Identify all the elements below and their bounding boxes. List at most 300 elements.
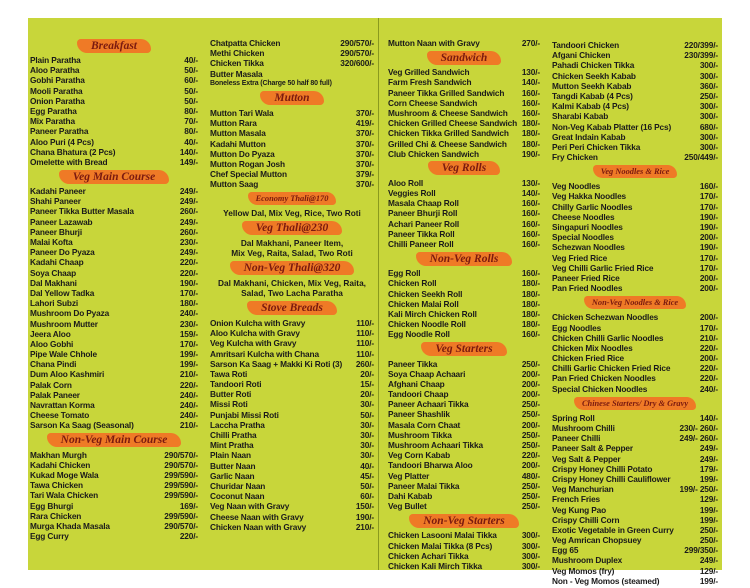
menu-item [388, 149, 540, 159]
section-heading [210, 190, 374, 207]
menu-item-name: Paneer Tikka [388, 358, 438, 369]
menu-item-name: Veg Hakka Noodles [552, 191, 626, 202]
menu-item-name: Tawa Chicken [30, 480, 83, 491]
thali-description: Dal Makhani, Paneer Item, [240, 237, 344, 248]
menu-item-price: 50/- [184, 65, 198, 76]
menu-item [210, 58, 374, 68]
menu-item-name: Onion Paratha [30, 95, 85, 106]
menu-item [552, 535, 718, 545]
menu-item-name: Afghani Chaap [388, 378, 445, 389]
menu-item-name: Gobhi Paratha [30, 75, 85, 86]
menu-item-price: 199/- [699, 514, 718, 525]
menu-item [210, 338, 374, 348]
menu-item-price: 200/- [699, 232, 718, 243]
menu-item-name: Pan Fried Chicken Noodles [552, 373, 656, 384]
menu-item [552, 232, 718, 242]
menu-item-price: 160/- [521, 268, 540, 279]
menu-item-name: Grilled Chi & Cheese Sandwich [388, 138, 507, 149]
menu-item [30, 268, 198, 278]
menu-item-price: 240/- [179, 410, 198, 421]
menu-item-price: 80/- [184, 105, 198, 116]
menu-item-price: 180/- [521, 298, 540, 309]
menu-item-price: 200/- [521, 378, 540, 389]
menu-item-price: 220/- [179, 257, 198, 268]
section-heading-label: Non-Veg Main Course [47, 433, 182, 447]
menu-item-name: Mutton Rara [210, 118, 257, 129]
menu-section [388, 160, 540, 249]
section-heading [388, 160, 540, 177]
menu-item-name: Chicken Seekh Roll [388, 288, 463, 299]
menu-item-price: 15/- [360, 379, 374, 390]
menu-item-name: Dal Makhani [30, 277, 77, 288]
menu-item-price: 110/- [356, 328, 374, 339]
menu-item-name: Egg Paratha [30, 105, 77, 116]
menu-item-price: 160/- [521, 329, 540, 340]
menu-item-name: Crispy Chilli Corn [552, 514, 620, 525]
menu-item-price: 150/- [355, 501, 374, 512]
menu-section [210, 38, 374, 89]
menu-item-price: 160/- [521, 198, 540, 209]
menu-item-name: Sharabi Kabab [552, 111, 609, 122]
menu-item-price: 220/399/- [684, 40, 718, 50]
menu-item-name: Tangdi Kabab (4 Pcs) [552, 90, 633, 101]
menu-item-name: Aloo Roll [388, 177, 424, 188]
center-fold-divider [378, 18, 379, 570]
menu-item-price: 220/- [699, 363, 718, 374]
menu-item [30, 86, 198, 96]
menu-item [388, 268, 540, 278]
menu-item-price: 250/- [521, 440, 540, 450]
menu-item [30, 511, 198, 521]
menu-column-4 [552, 40, 718, 586]
menu-item-price: 360/- [699, 80, 718, 91]
menu-item [30, 147, 198, 157]
menu-item [30, 480, 198, 490]
menu-item [552, 413, 718, 423]
menu-item-name: Chana Bhatura (2 Pcs) [30, 146, 116, 157]
menu-item-name: Mutton Tari Wala [210, 107, 274, 118]
menu-item-price: 220/- [521, 450, 540, 461]
menu-item-name: Aloo Puri (4 Pcs) [30, 136, 94, 147]
menu-item-name: Kalmi Kabab (4 Pcs) [552, 101, 629, 112]
menu-item [30, 257, 198, 267]
menu-item-name: Spring Roll [552, 412, 595, 423]
menu-item [552, 566, 718, 576]
menu-item-name: Chilly Garlic Noodles [552, 201, 633, 212]
section-heading-label: Veg Starters [421, 342, 506, 356]
menu-item [388, 98, 540, 108]
menu-item-name: Paneer Bhurji [30, 226, 82, 237]
menu-item [552, 576, 718, 586]
menu-item-name: Chicken Schezwan Noodles [552, 312, 659, 323]
menu-item-price: 180/- [521, 308, 540, 319]
menu-item [30, 420, 198, 430]
section-heading-label: Sandwich [427, 51, 502, 65]
menu-item-name: Chatpatta Chicken [210, 38, 281, 48]
menu-item [552, 191, 718, 201]
section-heading-label: Mutton [260, 91, 323, 105]
menu-item-price: 250/- [699, 90, 718, 101]
menu-item [552, 525, 718, 535]
menu-item-price: 30/- [360, 399, 374, 410]
menu-item-name: Amritsari Kulcha with Chana [210, 348, 319, 359]
menu-item-name: Egg Noodles [552, 322, 602, 333]
menu-item [30, 278, 198, 288]
menu-item-name: Cheese Naan with Gravy [210, 511, 304, 522]
menu-item [388, 88, 540, 98]
menu-item-name: Mutton Saag [210, 179, 259, 190]
menu-item-name: Palak Corn [30, 379, 72, 390]
menu-item [210, 79, 374, 89]
menu-item-name: Sarson Ka Saag (Seasonal) [30, 420, 134, 431]
menu-item [30, 196, 198, 206]
menu-item-price: 290/570/- [164, 459, 198, 470]
menu-item [388, 229, 540, 239]
menu-item [210, 399, 374, 409]
menu-item-price: 20/- [360, 368, 374, 379]
menu-item-name: Chicken Seekh Kabab [552, 70, 636, 81]
menu-item-price: 250/- [521, 429, 540, 440]
menu-item-price: 240/- [699, 383, 718, 394]
menu-item-name: Fry Chicken [552, 152, 598, 163]
menu-item [388, 460, 540, 470]
menu-item [388, 239, 540, 249]
menu-item-name: Mint Pratha [210, 440, 254, 451]
menu-item-name: Chicken Malai Roll [388, 298, 459, 309]
menu-item-price: 290/570/- [164, 520, 198, 531]
menu-item [30, 65, 198, 75]
menu-item-name: Chicken Achari Tikka [388, 550, 469, 561]
menu-item [388, 77, 540, 87]
menu-item-name: Chicken Roll [388, 278, 437, 289]
menu-section [210, 90, 374, 190]
menu-item-price: 230/- 260/- [679, 423, 718, 433]
menu-item [388, 208, 540, 218]
menu-item-price: 249/- [699, 555, 718, 566]
section-heading [210, 220, 374, 237]
thali-description: Salad, Two Lacha Paratha [241, 288, 343, 299]
menu-item-price: 220/- [699, 373, 718, 384]
menu-item-price: 200/- [699, 283, 718, 294]
menu-item [552, 50, 718, 60]
menu-item-name: Chicken Noodle Roll [388, 319, 466, 330]
menu-item-name: Paneer Chilli [552, 433, 601, 444]
menu-item [210, 128, 374, 138]
menu-item [552, 484, 718, 494]
menu-item-price: 170/- [699, 201, 718, 212]
menu-item-price: 379/- [355, 169, 374, 180]
menu-item-name: Veg Amrican Chopsuey [552, 535, 642, 546]
menu-item [388, 128, 540, 138]
menu-item-name: Egg Noodle Roll [388, 329, 450, 340]
menu-item-price: 230/- [179, 237, 198, 247]
menu-item-name: Methi Chicken [210, 48, 265, 59]
menu-item-name: Pahadi Chicken Tikka [552, 60, 635, 71]
menu-section [552, 40, 718, 162]
menu-item-price: 180/- [521, 118, 540, 129]
menu-item-name: Tandoori Chicken [552, 40, 620, 50]
menu-item-name: Veg Platter [388, 470, 430, 481]
menu-item-name: Kukad Moge Wala [30, 469, 99, 480]
menu-item [30, 96, 198, 106]
menu-section [388, 38, 540, 48]
menu-item-name: Paneer Tikka Butter Masala [30, 206, 134, 217]
menu-item-price: 70/- [184, 116, 198, 127]
menu-section [210, 260, 374, 299]
menu-item [210, 169, 374, 179]
menu-item-price: 299/350/- [684, 545, 718, 556]
menu-item-name: Dahi Kabab [388, 490, 433, 501]
menu-item-name: Butter Naan [210, 460, 256, 471]
menu-item-price: 30/- [360, 419, 374, 430]
menu-item-name: Exotic Vegetable in Green Curry [552, 524, 674, 535]
menu-item-price: 200/- [521, 460, 540, 471]
menu-item [552, 423, 718, 433]
section-heading-label: Veg Rolls [428, 161, 500, 175]
menu-item-name: Butter Masala [210, 68, 263, 79]
menu-item-name: Mushroom Do Pyaza [30, 308, 110, 319]
section-heading-label: Non-Veg Thali@320 [230, 261, 355, 275]
menu-item-price: 170/- [699, 191, 718, 202]
menu-item [552, 81, 718, 91]
menu-item-price: 40/- [360, 460, 374, 471]
menu-item-price: 250/- [699, 524, 718, 535]
menu-item-name: Crispy Honey Chilli Cauliflower [552, 473, 671, 484]
menu-item-price: 160/- [521, 208, 540, 219]
menu-item-price: 419/- [355, 118, 374, 129]
menu-item [552, 545, 718, 555]
menu-item [210, 349, 374, 359]
menu-item [210, 522, 374, 532]
section-heading [388, 341, 540, 358]
menu-item-name: Malai Kofta [30, 237, 73, 247]
menu-item-name: Veg Momos (fry) [552, 565, 615, 576]
menu-item-price: 250/- [521, 399, 540, 410]
menu-item [210, 69, 374, 79]
menu-item-name: Mutton Masala [210, 128, 266, 139]
menu-item [388, 359, 540, 369]
menu-item [30, 157, 198, 167]
menu-item [210, 501, 374, 511]
menu-item-name: Boneless Extra (Charge 50 half 80 full) [210, 79, 332, 87]
menu-item-price: 50/- [184, 95, 198, 106]
menu-item [210, 481, 374, 491]
menu-item-name: Aloo Paratha [30, 65, 80, 76]
menu-item-price: 45/- [360, 470, 374, 481]
menu-item [552, 202, 718, 212]
menu-item-name: Singapuri Noodles [552, 222, 623, 232]
menu-item-name: Peri Peri Chicken Tikka [552, 141, 641, 152]
menu-item-price: 370/- [355, 148, 374, 159]
menu-section [30, 168, 198, 431]
menu-item [210, 471, 374, 481]
menu-section [552, 163, 718, 293]
menu-item-name: Mutton Rogan Josh [210, 158, 285, 169]
menu-item [552, 132, 718, 142]
menu-item-name: Garlic Naan [210, 470, 255, 481]
menu-item [552, 263, 718, 273]
menu-item [388, 188, 540, 198]
menu-item-name: Paneer Lazawab [30, 216, 93, 227]
menu-item-price: 160/- [521, 228, 540, 239]
menu-item [552, 384, 718, 394]
menu-item [388, 139, 540, 149]
menu-item-price: 160/- [521, 107, 540, 118]
menu-item-name: Chilli Paneer Roll [388, 239, 454, 249]
section-heading [210, 300, 374, 317]
menu-item [30, 186, 198, 196]
menu-item-price: 190/- [179, 277, 198, 288]
menu-item-price: 210/- [179, 369, 198, 380]
menu-item-price: 200/- [699, 353, 718, 364]
menu-item-name: Churidar Naan [210, 480, 266, 491]
menu-item-name: Mushroom Tikka [388, 429, 452, 440]
menu-item-price: 370/- [355, 158, 374, 169]
menu-item [552, 91, 718, 101]
menu-item-price: 370/- [355, 138, 374, 149]
menu-item [552, 353, 718, 363]
menu-item [210, 139, 374, 149]
menu-item [30, 308, 198, 318]
menu-item [210, 159, 374, 169]
menu-item [388, 289, 540, 299]
menu-item-price: 210/- [699, 332, 718, 343]
menu-item [552, 373, 718, 383]
menu-item [388, 561, 540, 571]
menu-item-price: 260/- [179, 206, 198, 217]
menu-item-name: Cheese Tomato [30, 410, 90, 421]
menu-item-name: Veg Fried Rice [552, 252, 608, 263]
menu-item-name: Egg 65 [552, 545, 579, 556]
section-heading-label: Non-Veg Rolls [416, 252, 513, 266]
menu-item-name: Paneer Fried Rice [552, 272, 620, 283]
menu-item-name: Chicken Naan with Gravy [210, 521, 307, 532]
section-heading-label: Economy Thali@170 [248, 192, 337, 205]
menu-item [388, 178, 540, 188]
menu-item [210, 430, 374, 440]
menu-item-name: Coconut Naan [210, 491, 265, 502]
menu-item-name: Masala Corn Chaat [388, 419, 461, 430]
menu-item [388, 450, 540, 460]
menu-item [388, 67, 540, 77]
menu-item-price: 260/- [355, 358, 374, 369]
menu-item [30, 126, 198, 136]
menu-item-price: 160/- [521, 87, 540, 98]
menu-item-price: 190/- [355, 511, 374, 522]
menu-item-price: 300/- [699, 131, 718, 142]
menu-item-price: 170/- [699, 252, 718, 263]
menu-item-name: Kadahi Paneer [30, 186, 86, 197]
menu-item [210, 461, 374, 471]
menu-item-name: Tandoori Roti [210, 379, 262, 390]
menu-item [30, 390, 198, 400]
menu-item [210, 512, 374, 522]
menu-item-name: Veg Salt & Pepper [552, 453, 621, 464]
section-heading [388, 250, 540, 267]
menu-item-name: Chicken Tikka [210, 58, 264, 69]
menu-item-price: 140/- [699, 412, 718, 423]
menu-item [210, 420, 374, 430]
menu-item-name: Chicken Mix Noodles [552, 342, 633, 353]
menu-item-name: Afgani Chicken [552, 50, 611, 61]
menu-item-name: Sarson Ka Saag + Makki Ki Roti (3) [210, 358, 343, 369]
menu-item [210, 328, 374, 338]
menu-section [388, 49, 540, 159]
menu-item [30, 380, 198, 390]
menu-item [552, 222, 718, 232]
menu-item-price: 249/- [179, 216, 198, 227]
section-heading [388, 49, 540, 66]
menu-item-name: Chilli Pratha [210, 430, 257, 440]
menu-item [30, 75, 198, 85]
menu-item [30, 298, 198, 308]
section-heading [552, 395, 718, 412]
menu-item-price: 160/- [521, 239, 540, 249]
menu-item-price: 250/- [699, 535, 718, 546]
menu-item [552, 40, 718, 50]
menu-item-name: Chicken Grilled Cheese Sandwich [388, 118, 518, 129]
menu-item [388, 430, 540, 440]
menu-item-price: 180/- [521, 128, 540, 139]
menu-item [388, 541, 540, 551]
menu-item-name: Mushroom Mutter [30, 318, 98, 329]
menu-item [210, 369, 374, 379]
menu-item-name: Mutton Do Pyaza [210, 148, 275, 159]
menu-item-name: Chicken Malai Tikka (8 Pcs) [388, 540, 493, 551]
menu-item [552, 363, 718, 373]
menu-item-price: 180/- [521, 278, 540, 289]
menu-item-price: 80/- [184, 126, 198, 137]
menu-item [552, 323, 718, 333]
menu-item-price: 200/- [521, 389, 540, 400]
menu-item-name: Tari Wala Chicken [30, 490, 98, 501]
menu-item-name: Farm Fresh Sandwich [388, 77, 472, 88]
menu-item [388, 551, 540, 561]
menu-item-name: Veggies Roll [388, 188, 436, 199]
menu-item-price: 140/- [521, 77, 540, 88]
menu-item [552, 122, 718, 132]
menu-item [552, 474, 718, 484]
menu-item-name: Mix Paratha [30, 116, 75, 127]
menu-item [210, 440, 374, 450]
menu-item [210, 38, 374, 48]
menu-item-price: 370/- [355, 179, 374, 190]
menu-item [210, 108, 374, 118]
menu-item-price: 40/- [184, 55, 198, 65]
menu-item-price: 249/- 260/- [679, 433, 718, 444]
menu-item [388, 108, 540, 118]
menu-item-price: 50/- [360, 480, 374, 491]
menu-item [388, 399, 540, 409]
menu-item-price: 249/- [179, 186, 198, 197]
section-heading-label: Stove Breads [247, 301, 337, 315]
menu-item [552, 111, 718, 121]
menu-item [388, 219, 540, 229]
section-heading [388, 512, 540, 529]
menu-item-price: 30/- [360, 440, 374, 451]
menu-item-name: Chef Special Mutton [210, 169, 287, 180]
menu-item [388, 118, 540, 128]
menu-item [552, 273, 718, 283]
menu-item-name: Chicken Lasooni Malai Tikka [388, 530, 497, 541]
menu-item-name: Paneer Bhurji Roll [388, 208, 458, 219]
menu-item-price: 230/399/- [684, 50, 718, 61]
menu-item-name: Lahori Subzi [30, 298, 78, 309]
section-heading-label: Veg Noodles & Rice [593, 165, 678, 178]
menu-item-price: 50/- [184, 85, 198, 96]
menu-item [30, 531, 198, 541]
menu-item [30, 460, 198, 470]
